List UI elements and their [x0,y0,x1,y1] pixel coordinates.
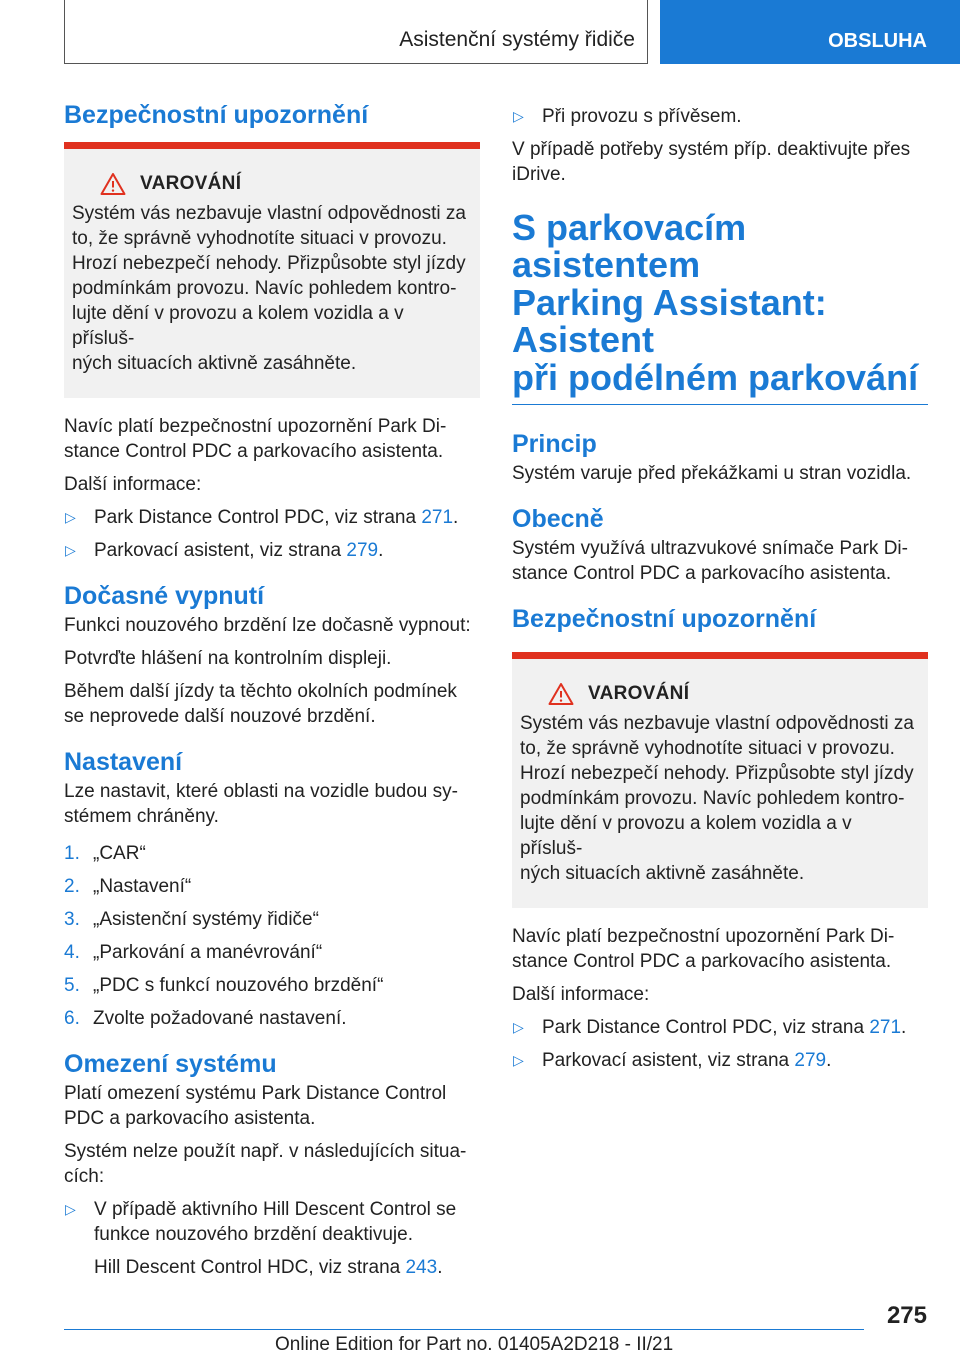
text-line: Platí omezení systému Park Distance Control [64,1083,447,1104]
text-line: cích: [64,1166,105,1187]
edition-note: Online Edition for Part no. 01405A2D218 - II/21 [275,1334,674,1355]
triangle-bullet-icon: ▷ [65,542,76,558]
page-link-279[interactable]: 279 [794,1050,827,1072]
warning-title: VAROVÁNÍ [140,173,242,194]
temp-paragraph: Funkci nouzového brzdění lze dočasně vypnout: [64,615,471,636]
step-number: 6. [64,1008,80,1029]
punctuation: . [453,507,459,528]
warning-line: ných situacích aktivně zasáhněte. [72,353,357,374]
principle-paragraph: Systém varuje před překážkami u stran vozidla. [512,463,912,485]
triangle-bullet-icon: ▷ [513,1019,524,1036]
temp-paragraph [64,679,480,729]
punctuation: . [378,540,384,561]
page-link-243[interactable]: 243 [405,1257,438,1278]
page-link-279[interactable]: 279 [346,540,379,561]
warning-line: Systém vás nezbavuje vlastní odpovědnosti za [520,713,914,735]
step-text: „CAR“ [93,843,146,864]
list-item [512,1015,928,1040]
right-column [512,104,928,1073]
warning-triangle-icon [548,682,574,706]
temp-paragraph: Potvrďte hlášení na kontrolním displeji. [64,648,392,669]
heading-line: S parkovacím asistentem [512,207,747,286]
footer-divider [64,1329,864,1330]
warning-line: Hrozí nebezpečí nehody. Přizpůsobte styl jízdy [72,253,466,274]
chapter-title: Asistenční systémy řidiče [399,28,635,51]
general-heading: Obecně [512,505,604,534]
bullet-text: Parkovací asistent, viz strana [94,540,347,561]
step-number: 4. [64,942,80,963]
text-line: Systém nelze použít např. v následujících situa- [64,1141,467,1162]
text-line: stance Control PDC a parkovacího asistenta. [512,563,892,585]
step-number: 5. [64,975,80,996]
warning-bar [64,142,480,149]
general-paragraph [512,536,928,586]
step-text: Zvolte požadované nastavení. [93,1008,347,1029]
heading-line: při podélném parkování [512,356,919,398]
also-applies-paragraph [512,924,928,974]
step-text: „Parkování a manévrování“ [93,942,323,963]
text-line: stémem chráněny. [64,806,219,827]
safety-heading: Bezpečnostní upozornění [64,101,369,129]
text-line: Navíc platí bezpečnostní upozornění Park Di- [64,416,447,437]
step-item [64,874,480,899]
warning-line: podmínkám provozu. Navíc pohledem kontro- [520,788,905,810]
reference-text: Hill Descent Control HDC, viz strana [94,1257,406,1278]
heading-line: Parking Assistant: Asistent [512,281,827,361]
step-text: „PDC s funkcí nouzového brzdění“ [93,975,384,996]
warning-line: lujte dění v provozu a kolem vozidla a v přísluš- [520,813,852,860]
left-column [64,100,480,1280]
safety-heading: Bezpečnostní upozornění [512,605,817,634]
bullet-text: Park Distance Control PDC, viz strana [542,1017,870,1039]
page-link-271[interactable]: 271 [869,1017,902,1039]
triangle-bullet-icon: ▷ [65,509,76,525]
list-item [64,1197,480,1247]
warning-box [64,149,480,398]
text-line: se neprovede další nouzové brzdění. [64,706,376,727]
bullet-text: Při provozu s přívěsem. [542,106,742,127]
bullet-text: Parkovací asistent, viz strana [542,1050,795,1072]
section-tab[interactable] [660,0,960,64]
settings-heading: Nastavení [64,748,183,776]
warning-line: Hrozí nebezpečí nehody. Přizpůsobte styl jízdy [520,763,914,785]
text-line: Navíc platí bezpečnostní upozornění Park Di- [512,926,895,948]
limits-paragraph [64,1081,480,1131]
text-line: PDC a parkovacího asistenta. [64,1108,316,1129]
warning-line: ných situacích aktivně zasáhněte. [520,863,805,885]
step-item [64,1006,480,1031]
temporary-off-heading: Dočasné vypnutí [64,582,265,610]
triangle-bullet-icon: ▷ [65,1201,76,1217]
section-tab-label: OBSLUHA [828,30,927,52]
more-info-label: Další informace: [64,474,202,495]
list-item [64,505,480,530]
step-number: 3. [64,909,80,930]
page-number: 275 [886,1302,927,1329]
text-line: iDrive. [512,164,566,185]
text-line: stance Control PDC a parkovacího asistenta. [64,441,444,462]
bullet-text: V případě aktivního Hill Descent Control se [94,1199,457,1220]
step-item [64,973,480,998]
settings-paragraph [64,779,480,829]
warning-line: to, že správně vyhodnotíte situaci v provozu. [72,228,447,249]
bullet-text: Park Distance Control PDC, viz strana [94,507,422,528]
step-item [64,841,480,866]
step-number: 2. [64,876,80,897]
limits-paragraph [64,1139,480,1189]
page-link-271[interactable]: 271 [421,507,454,528]
limits-heading: Omezení systému [64,1050,277,1078]
step-item [64,907,480,932]
punctuation: . [826,1050,832,1072]
warning-line: Systém vás nezbavuje vlastní odpovědnosti za [72,203,466,224]
warning-triangle-icon [100,172,126,196]
hdc-reference [64,1255,480,1280]
warning-line: lujte dění v provozu a kolem vozidla a v přísluš- [72,303,404,349]
list-item [512,104,928,129]
text-line: V případě potřeby systém příp. deaktivujte přes [512,139,911,160]
principle-heading: Princip [512,430,597,459]
more-info-label: Další informace: [512,984,650,1006]
bullet-text: funkce nouzového brzdění deaktivuje. [94,1224,413,1245]
list-item [64,538,480,563]
warning-title: VAROVÁNÍ [588,683,690,705]
warning-line: to, že správně vyhodnotíte situaci v provozu. [520,738,895,760]
text-line: Během další jízdy ta těchto okolních podmínek [64,681,457,702]
punctuation: . [901,1017,907,1039]
list-item [512,1048,928,1073]
step-text: „Nastavení“ [93,876,192,897]
warning-bar [512,652,928,659]
step-item [64,940,480,965]
header-box [64,0,648,64]
warning-line: podmínkám provozu. Navíc pohledem kontro- [72,278,457,299]
main-heading [512,209,928,405]
triangle-bullet-icon: ▷ [513,1052,524,1069]
text-line: stance Control PDC a parkovacího asistenta. [512,951,892,973]
text-line: Systém využívá ultrazvukové snímače Park Di- [512,538,908,560]
trailer-paragraph [512,137,928,187]
text-line: Lze nastavit, které oblasti na vozidle budou sy- [64,781,458,802]
warning-box [512,659,928,908]
punctuation: . [437,1257,443,1278]
step-number: 1. [64,843,80,864]
triangle-bullet-icon: ▷ [513,108,524,124]
also-applies-paragraph [64,414,480,464]
step-text: „Asistenční systémy řidiče“ [93,909,319,930]
